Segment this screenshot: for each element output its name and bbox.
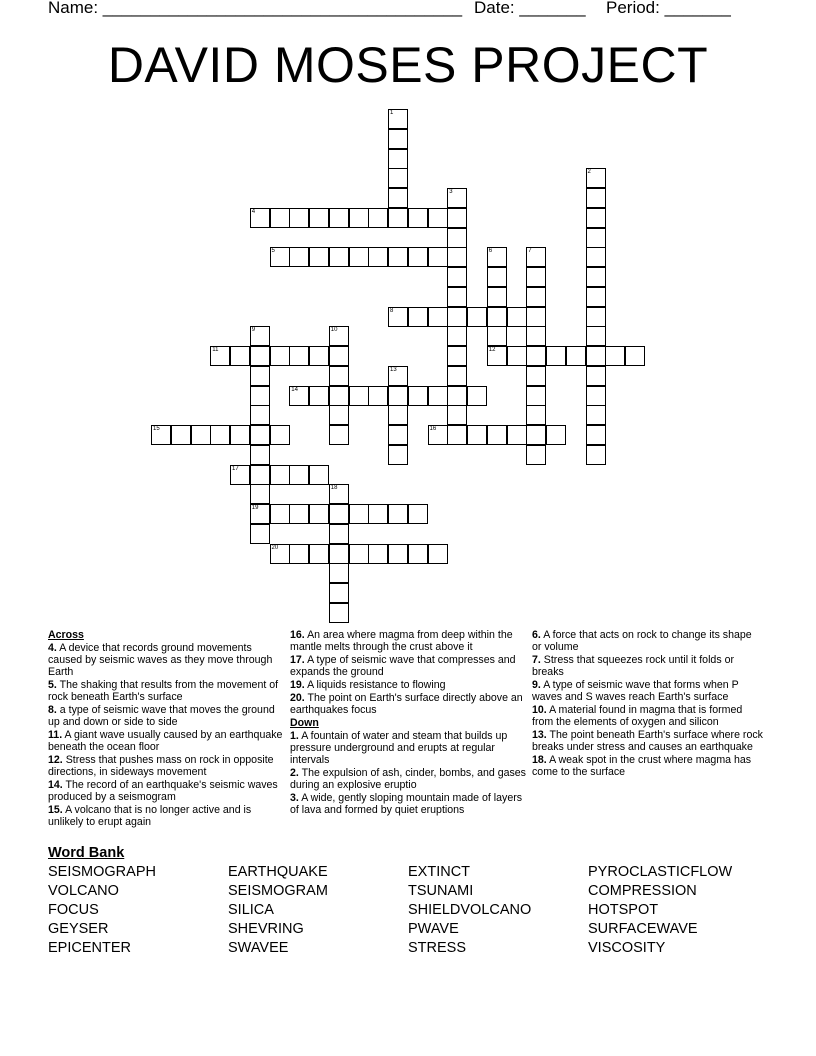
clue-down-2: 2. The expulsion of ash, cinder, bombs, and gases during an explosive eruptio [290, 767, 526, 791]
grid-cell[interactable] [408, 247, 428, 267]
grid-cell[interactable] [586, 366, 606, 386]
word-bank-item: EPICENTER [48, 940, 131, 956]
grid-cell[interactable] [507, 307, 527, 327]
grid-cell[interactable] [428, 307, 448, 327]
grid-cell[interactable] [250, 366, 270, 386]
grid-cell[interactable] [309, 247, 329, 267]
grid-cell[interactable] [487, 307, 507, 327]
grid-cell[interactable] [447, 307, 467, 327]
clue-number: 4 [251, 208, 256, 215]
grid-cell[interactable] [487, 247, 507, 267]
grid-cell[interactable] [270, 346, 290, 366]
grid-cell[interactable] [388, 386, 408, 406]
grid-cell[interactable] [250, 208, 270, 228]
grid-cell[interactable] [210, 425, 230, 445]
grid-cell[interactable] [329, 504, 349, 524]
name-field: Name: ______________________________________ [48, 0, 463, 17]
clue-number: 12 [488, 347, 496, 353]
word-bank-col-4 [588, 863, 732, 958]
grid-cell[interactable] [428, 386, 448, 406]
grid-cell[interactable] [526, 405, 546, 425]
clue-down-9: 9. A type of seismic wave that forms when P waves and S waves reach Earth's surface [532, 679, 739, 703]
grid-cell[interactable] [447, 346, 467, 366]
clue-number: 20 [271, 544, 279, 551]
grid-cell[interactable] [447, 247, 467, 267]
grid-cell[interactable] [289, 208, 309, 228]
grid-cell[interactable] [349, 504, 369, 524]
grid-cell[interactable] [586, 307, 606, 327]
grid-cell[interactable] [250, 346, 270, 366]
grid-cell[interactable] [250, 386, 270, 406]
grid-cell[interactable] [605, 346, 625, 366]
grid-cell[interactable] [309, 208, 329, 228]
grid-cell[interactable] [388, 307, 408, 327]
grid-cell[interactable] [289, 386, 309, 406]
grid-cell[interactable] [289, 504, 309, 524]
clue-across-20: 20. The point on Earth's surface directly above an earthquakes focus [290, 692, 523, 716]
grid-cell[interactable] [447, 366, 467, 386]
grid-cell[interactable] [447, 228, 467, 248]
grid-cell[interactable] [467, 386, 487, 406]
period-field: Period: _______ [606, 0, 731, 17]
page-title: DAVID MOSES PROJECT [107, 37, 709, 93]
clue-across-8: 8. a type of seismic wave that moves the ground up and down or side to side [48, 704, 275, 728]
clue-across-11: 11. A giant wave usually caused by an earthquake beneath the ocean floor [48, 729, 283, 753]
grid-cell[interactable] [467, 425, 487, 445]
word-bank-item: SWAVEE [228, 940, 289, 956]
grid-cell[interactable] [230, 425, 250, 445]
clue-down-18: 18. A weak spot in the crust where magma has come to the surface [532, 754, 752, 778]
clue-number: 16 [429, 426, 437, 432]
clue-number: 3 [449, 189, 453, 195]
grid-cell[interactable] [447, 425, 467, 445]
clue-number: 19 [251, 505, 259, 511]
grid-cell[interactable] [408, 504, 428, 524]
grid-cell[interactable] [526, 267, 546, 287]
grid-cell[interactable] [349, 386, 369, 406]
grid-cell[interactable] [388, 109, 408, 129]
grid-cell[interactable] [487, 346, 507, 366]
grid-cell[interactable] [507, 425, 527, 445]
word-bank-item: EXTINCT [408, 864, 471, 880]
grid-cell[interactable] [507, 346, 527, 366]
word-bank-item: SEISMOGRAM [228, 883, 328, 899]
clue-across-15: 15. A volcano that is no longer active and is unlikely to erupt again [48, 804, 252, 828]
grid-cell[interactable] [526, 326, 546, 346]
clue-down-13: 13. The point beneath Earth's surface where rock breaks under stress and causes an earthquake [532, 729, 763, 753]
grid-cell[interactable] [250, 326, 270, 346]
grid-cell[interactable] [586, 445, 606, 465]
grid-cell[interactable] [309, 386, 329, 406]
word-bank-item: GEYSER [48, 921, 109, 937]
grid-cell[interactable] [329, 208, 349, 228]
grid-cell[interactable] [250, 524, 270, 544]
word-bank-item: EARTHQUAKE [228, 864, 328, 880]
grid-cell[interactable] [388, 504, 408, 524]
grid-cell[interactable] [250, 484, 270, 504]
grid-cell[interactable] [408, 544, 428, 564]
date-field: Date: _______ [474, 0, 586, 17]
clue-across-14: 14. The record of an earthquake's seismic waves produced by a seismogram [48, 779, 278, 803]
grid-cell[interactable] [388, 405, 408, 425]
clue-across-19: 19. A liquids resistance to flowing [290, 679, 446, 691]
word-bank-item: FOCUS [48, 902, 99, 918]
grid-cell[interactable] [526, 386, 546, 406]
clue-down-10: 10. A material found in magma that is formed from the elements of oxygen and silicon [532, 704, 743, 728]
grid-cell[interactable] [309, 346, 329, 366]
clue-across-17: 17. A type of seismic wave that compresses and expands the ground [290, 654, 516, 678]
grid-cell[interactable] [586, 267, 606, 287]
grid-cell[interactable] [586, 247, 606, 267]
grid-cell[interactable] [329, 247, 349, 267]
grid-cell[interactable] [270, 465, 290, 485]
grid-cell[interactable] [447, 208, 467, 228]
grid-cell[interactable] [388, 544, 408, 564]
grid-cell[interactable] [230, 465, 250, 485]
grid-cell[interactable] [191, 425, 211, 445]
grid-cell[interactable] [487, 287, 507, 307]
down-heading: Down [290, 717, 319, 729]
clue-number: 15 [153, 426, 160, 432]
word-bank-item: SHIELDVOLCANO [408, 902, 532, 918]
grid-cell[interactable] [289, 247, 309, 267]
word-bank-item: VOLCANO [48, 883, 119, 899]
grid-cell[interactable] [467, 307, 487, 327]
grid-cell[interactable] [289, 346, 309, 366]
clue-number: 9 [251, 327, 256, 334]
grid-cell[interactable] [368, 504, 388, 524]
grid-cell[interactable] [329, 326, 349, 346]
clue-number: 6 [488, 248, 493, 255]
grid-cell[interactable] [586, 228, 606, 248]
clue-across-12: 12. Stress that pushes mass on rock in opposite directions, in sideways movement [48, 754, 274, 778]
grid-cell[interactable] [270, 544, 290, 564]
clues-col-1 [48, 629, 286, 829]
grid-cell[interactable] [586, 425, 606, 445]
grid-cell[interactable] [388, 425, 408, 445]
grid-cell[interactable] [368, 208, 388, 228]
grid-cell[interactable] [447, 326, 467, 346]
grid-cell[interactable] [230, 346, 250, 366]
grid-cell[interactable] [586, 168, 606, 188]
grid-cell[interactable] [289, 465, 309, 485]
clue-across-16: 16. An area where magma from deep within the mantle melts through the crust above it [290, 629, 513, 653]
grid-cell[interactable] [388, 168, 408, 188]
grid-cell[interactable] [289, 544, 309, 564]
word-bank-item: VISCOSITY [588, 940, 666, 956]
grid-cell[interactable] [586, 346, 606, 366]
grid-cell[interactable] [368, 544, 388, 564]
grid-cell[interactable] [171, 425, 191, 445]
grid-cell[interactable] [250, 504, 270, 524]
grid-cell[interactable] [428, 425, 448, 445]
grid-cell[interactable] [368, 247, 388, 267]
grid-cell[interactable] [546, 346, 566, 366]
grid-cell[interactable] [329, 583, 349, 603]
grid-cell[interactable] [586, 287, 606, 307]
grid-cell[interactable] [250, 445, 270, 465]
grid-cell[interactable] [329, 484, 349, 504]
grid-cell[interactable] [526, 425, 546, 445]
grid-cell[interactable] [388, 366, 408, 386]
grid-cell[interactable] [388, 247, 408, 267]
grid-cell[interactable] [388, 149, 408, 169]
clue-number: 1 [390, 110, 394, 116]
grid-cell[interactable] [270, 425, 290, 445]
grid-cell[interactable] [329, 346, 349, 366]
grid-cell[interactable] [428, 208, 448, 228]
grid-cell[interactable] [586, 405, 606, 425]
grid-cell[interactable] [270, 504, 290, 524]
grid-cell[interactable] [388, 129, 408, 149]
word-bank-col-3 [408, 863, 531, 958]
grid-cell[interactable] [309, 504, 329, 524]
clue-number: 11 [212, 347, 219, 353]
grid-cell[interactable] [447, 188, 467, 208]
grid-cell[interactable] [408, 386, 428, 406]
clues-col-3 [532, 629, 764, 779]
grid-cell[interactable] [487, 425, 507, 445]
grid-cell[interactable] [487, 326, 507, 346]
grid-cell[interactable] [428, 247, 448, 267]
word-bank-item: SEISMOGRAPH [48, 864, 156, 880]
grid-cell[interactable] [447, 287, 467, 307]
grid-cell[interactable] [526, 445, 546, 465]
grid-cell[interactable] [526, 287, 546, 307]
grid-cell[interactable] [329, 544, 349, 564]
grid-cell[interactable] [428, 544, 448, 564]
grid-cell[interactable] [586, 386, 606, 406]
grid-cell[interactable] [329, 563, 349, 583]
grid-cell[interactable] [526, 346, 546, 366]
grid-cell[interactable] [388, 445, 408, 465]
grid-cell[interactable] [586, 208, 606, 228]
grid-cell[interactable] [329, 524, 349, 544]
grid-cell[interactable] [625, 346, 645, 366]
grid-cell[interactable] [447, 405, 467, 425]
grid-cell[interactable] [270, 247, 290, 267]
grid-cell[interactable] [250, 465, 270, 485]
clue-number: 13 [390, 366, 397, 373]
grid-cell[interactable] [309, 465, 329, 485]
word-bank-item: COMPRESSION [588, 883, 697, 899]
clue-number: 10 [330, 327, 338, 334]
word-bank-item: HOTSPOT [588, 902, 659, 918]
word-bank-item: STRESS [408, 940, 467, 956]
grid-cell[interactable] [368, 386, 388, 406]
grid-cell[interactable] [408, 307, 428, 327]
grid-cell[interactable] [586, 326, 606, 346]
word-bank-col-1 [48, 863, 156, 958]
clue-across-4: 4. A device that records ground movements caused by seismic waves as they move through Earth [48, 642, 273, 678]
clue-down-1: 1. A fountain of water and steam that builds up pressure underground and erupts at regular intervals [290, 730, 508, 766]
grid-cell[interactable] [487, 267, 507, 287]
grid-cell[interactable] [329, 366, 349, 386]
clue-down-7: 7. Stress that squeezes rock until it folds or breaks [532, 654, 734, 678]
grid-cell[interactable] [526, 247, 546, 267]
clue-number: 7 [528, 248, 532, 255]
grid-cell[interactable] [447, 267, 467, 287]
grid-cell[interactable] [388, 208, 408, 228]
grid-cell[interactable] [329, 405, 349, 425]
grid-cell[interactable] [270, 208, 290, 228]
grid-cell[interactable] [250, 425, 270, 445]
clue-number: 5 [271, 248, 275, 255]
grid-cell[interactable] [329, 603, 349, 623]
clues-col-2 [290, 629, 526, 817]
clue-number: 17 [232, 465, 239, 472]
word-bank-item: SILICA [228, 902, 274, 918]
clue-down-3: 3. A wide, gently sloping mountain made of layers of lava and formed by quiet eruptions [290, 792, 523, 816]
grid-cell[interactable] [586, 188, 606, 208]
grid-cell[interactable] [388, 188, 408, 208]
word-bank-item: PYROCLASTICFLOW [588, 864, 733, 880]
grid-cell[interactable] [526, 366, 546, 386]
word-bank-col-2 [228, 863, 328, 958]
clue-across-5: 5. The shaking that results from the movement of rock beneath Earth's surface [48, 679, 279, 703]
clue-number: 2 [587, 169, 591, 176]
clue-number: 18 [330, 485, 338, 492]
word-bank-item: TSUNAMI [408, 883, 474, 899]
clue-number: 14 [291, 386, 298, 393]
grid-cell[interactable] [526, 307, 546, 327]
grid-cell[interactable] [408, 208, 428, 228]
grid-cell[interactable] [566, 346, 586, 366]
grid-cell[interactable] [349, 208, 369, 228]
grid-cell[interactable] [309, 544, 329, 564]
grid-cell[interactable] [349, 247, 369, 267]
word-bank-item: PWAVE [408, 921, 459, 937]
across-heading: Across [48, 629, 84, 641]
word-bank-item: SHEVRING [228, 921, 304, 937]
word-bank-title: Word Bank [48, 845, 125, 861]
grid-cell[interactable] [329, 386, 349, 406]
grid-cell[interactable] [250, 405, 270, 425]
grid-cell[interactable] [447, 386, 467, 406]
clue-down-6: 6. A force that acts on rock to change its shape or volume [532, 629, 752, 653]
clue-number: 8 [390, 307, 394, 314]
grid-cell[interactable] [210, 346, 230, 366]
grid-cell[interactable] [349, 544, 369, 564]
grid-cell[interactable] [329, 425, 349, 445]
word-bank-item: SURFACEWAVE [588, 921, 698, 937]
grid-cell[interactable] [546, 425, 566, 445]
grid-cell[interactable] [151, 425, 171, 445]
